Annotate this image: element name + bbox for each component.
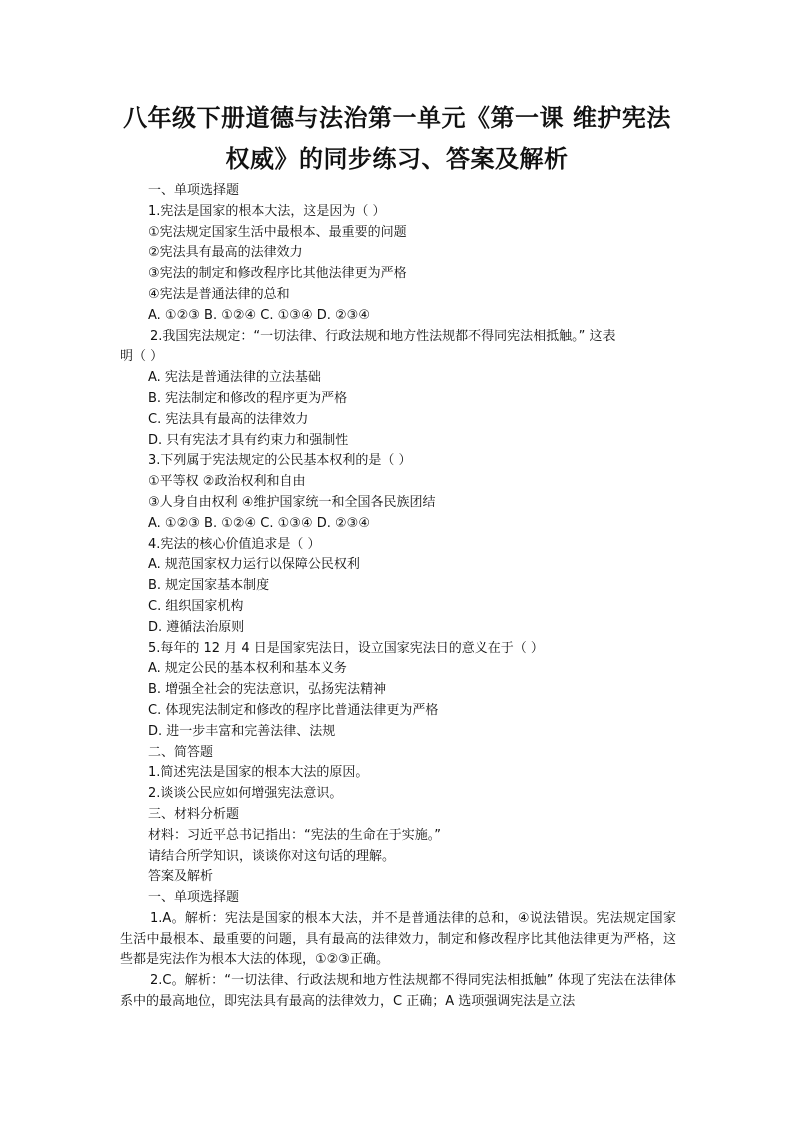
question-item: ③人身自由权利 ④维护国家统一和全国各民族团结 xyxy=(148,494,436,510)
answer-option: A. 宪法是普通法律的立法基础 xyxy=(148,370,321,386)
answer-explanation: 1.A。解析：宪法是国家的根本大法，并不是普通法律的总和，④说法错误。宪法规定国家生活中最根本、最重要的问题，具有最高的法律效力，制定和修改程序比其他法律更为严格，这些都是宪法作为根本大法的体现，①②③正确。 xyxy=(120,910,676,968)
answer-option: C. 体现宪法制定和修改的程序比普通法律更为严格 xyxy=(148,702,439,718)
section-heading: 一、单项选择题 xyxy=(148,890,240,906)
material-text: 材料：习近平总书记指出：“宪法的生命在于实施。” xyxy=(148,827,441,843)
section-heading: 三、材料分析题 xyxy=(148,806,240,822)
answer-explanation: 2.C。解析：“一切法律、行政法规和地方性法规都不得同宪法相抵触” 体现了宪法在法律体系中的最高地位，即宪法具有最高的法律效力，C 正确；A 选项强调宪法是立法 xyxy=(120,973,676,1010)
document-title-line-2: 权威》的同步练习、答案及解析 xyxy=(225,144,569,173)
answer-options: A. ①②③ B. ①②④ C. ①③④ D. ②③④ xyxy=(148,515,370,531)
answer-option: C. 组织国家机构 xyxy=(148,598,244,614)
material-question: 请结合所学知识，谈谈你对这句话的理解。 xyxy=(148,848,396,864)
document-title-line-1: 八年级下册道德与法治第一单元《第一课 维护宪法 xyxy=(123,103,671,132)
question-stem: 5.每年的 12 月 4 日是国家宪法日，设立国家宪法日的意义在于（ ） xyxy=(148,640,544,656)
short-answer-question: 1.简述宪法是国家的根本大法的原因。 xyxy=(148,765,369,781)
document-body xyxy=(120,181,676,1013)
answer-option: A. 规定公民的基本权利和基本义务 xyxy=(148,661,347,677)
question-stem: 1.宪法是国家的根本大法，这是因为（ ） xyxy=(148,203,386,219)
answer-option: D. 进一步丰富和完善法律、法规 xyxy=(148,723,336,739)
answer-option: D. 遵循法治原则 xyxy=(148,619,245,635)
question-stem: 2.我国宪法规定：“一切法律、行政法规和地方性法规都不得同宪法相抵触。” 这表 xyxy=(150,328,616,344)
short-answer-question: 2.谈谈公民应如何增强宪法意识。 xyxy=(148,786,343,802)
question-item: ③宪法的制定和修改程序比其他法律更为严格 xyxy=(148,266,407,282)
question-item: ②宪法具有最高的法律效力 xyxy=(148,245,303,261)
answer-option: D. 只有宪法才具有约束力和强制性 xyxy=(148,432,349,448)
answer-options: A. ①②③ B. ①②④ C. ①③④ D. ②③④ xyxy=(148,307,370,323)
question-stem: 4.宪法的核心价值追求是（ ） xyxy=(148,536,321,552)
section-heading: 二、简答题 xyxy=(148,744,214,760)
answer-option: B. 增强全社会的宪法意识，弘扬宪法精神 xyxy=(148,682,387,698)
question-item: ①宪法规定国家生活中最根本、最重要的问题 xyxy=(148,224,407,240)
answer-option: C. 宪法具有最高的法律效力 xyxy=(148,411,309,427)
answer-option: A. 规范国家权力运行以保障公民权利 xyxy=(148,557,360,573)
question-item: ④宪法是普通法律的总和 xyxy=(148,286,290,302)
answer-option: B. 规定国家基本制度 xyxy=(148,578,270,594)
question-item: ①平等权 ②政治权利和自由 xyxy=(148,474,306,490)
answers-heading: 答案及解析 xyxy=(148,869,214,885)
answer-option: B. 宪法制定和修改的程序更为严格 xyxy=(148,390,348,406)
section-heading: 一、单项选择题 xyxy=(148,183,240,198)
question-stem-continued: 明（ ） xyxy=(120,349,164,365)
question-stem: 3.下列属于宪法规定的公民基本权利的是（ ） xyxy=(148,453,412,469)
